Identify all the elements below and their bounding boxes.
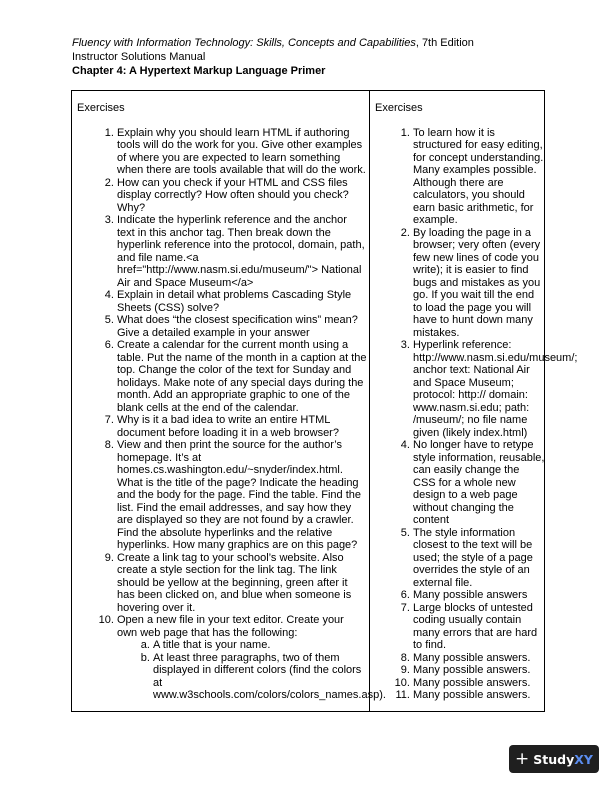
logo-study: Study [533, 751, 575, 767]
sub-item: b. At least three paragraphs, two of them displayed in different colors (find the colors at www.w3schools.com/colors/colors_names.asp). [153, 652, 367, 702]
answer-item: 7. Large blocks of untested coding usually contain many errors that are hard to find. [413, 602, 545, 652]
answer-item: 1. To learn how it is structured for easy editing, for concept understanding. Many examples possible. Although there are calculators, you should earn basic arithmetic, for example. [413, 127, 545, 227]
answer-item: 4. No longer have to retype style information, reusable, can easily change the CSS for a whole new design to a web page without changing the content [413, 439, 545, 527]
studyxy-logo[interactable] [509, 745, 599, 773]
answer-item: 9. Many possible answers. [413, 664, 545, 677]
questions-list [77, 126, 386, 702]
question-item [117, 614, 386, 702]
answers-heading: Exercises [375, 102, 423, 114]
question-item: 4. Explain in detail what problems Cascading Style Sheets (CSS) solve? [117, 289, 367, 314]
answer-item: 3. Hyperlink reference: http://www.nasm.si.edu/museum/; anchor text: National Air and Space Museum; protocol: http:// domain: www.nasm.si.edu; path: /museum/; no file name given (likely index.html) [413, 339, 545, 439]
logo-xy: XY [574, 751, 593, 767]
sub-list [117, 639, 386, 702]
answer-item: 5. The style information closest to the text will be used; the style of a page overrides the style of an external file. [413, 527, 545, 590]
sub-item: a. A title that is your name. [153, 639, 367, 652]
question-item: 9. Create a link tag to your school’s website. Also create a style section for the link tag. The link should be yellow at the beginning, green after it has been clicked on, and blue when someone is hovering over it. [117, 552, 367, 615]
answer-item: 8. Many possible answers. [413, 652, 545, 665]
book-title: Fluency with Information Technology: Skills, Concepts and Capabilities [72, 37, 416, 49]
plus-icon: + [515, 749, 530, 769]
questions-heading: Exercises [77, 102, 125, 114]
question-item: 8. View and then print the source for the author’s homepage. It’s at homes.cs.washington.edu/~snyder/index.html. What is the title of the page? Indicate the heading and the body for the page. Find the table. Find the list. Find the email addresses, and say how they are displayed so they are not found by a crawler. Find the absolute hyperlinks and the relative hyperlinks. How many graphics are on this page? [117, 439, 367, 552]
manual-title: Instructor Solutions Manual [72, 51, 206, 63]
question-item: 5. What does “the closest specification wins” mean? Give a detailed example in your answer [117, 314, 367, 339]
book-line [72, 36, 474, 50]
question-item: 1. Explain why you should learn HTML if authoring tools will do the work for you. Give other examples of where you are expected to learn something when there are tools available that will do the work. [117, 127, 367, 177]
exercises-table [71, 90, 578, 712]
chapter-title: Chapter 4: A Hypertext Markup Language Primer [72, 65, 326, 77]
edition: , 7th Edition [415, 37, 474, 49]
questions-column [77, 91, 386, 702]
answer-item: 11. Many possible answers. [413, 689, 545, 702]
question-item: 2. How can you check if your HTML and CSS files display correctly? How often should you check? Why? [117, 177, 367, 215]
question-item: 7. Why is it a bad idea to write an entire HTML document before loading it in a web browser? [117, 414, 367, 439]
answer-item: 2. By loading the page in a browser; very often (every few new lines of code you write); it is easier to find bugs and mistakes as you go. If you wait till the end to load the page you will have to hunt down many mistakes. [413, 227, 545, 340]
question-text: Open a new file in your text editor. Create your own web page that has the following: [117, 614, 344, 639]
column-divider [369, 91, 370, 711]
answers-list [375, 126, 578, 702]
answer-item: 6. Many possible answers [413, 589, 545, 602]
question-item: 6. Create a calendar for the current month using a table. Put the name of the month in a caption at the top. Change the color of the text for Sunday and holidays. Make note of any special days during the month. Add an appropriate graphic to one of the blank cells at the end of the calendar. [117, 339, 367, 414]
page-header [72, 36, 474, 78]
question-item: 3. Indicate the hyperlink reference and the anchor text in this anchor tag. Then break down the hyperlink reference into the protocol, domain, path, and file name.<a href="http://www.nasm.si.edu/museum/"> National Air and Space Museum</a> [117, 214, 367, 289]
answers-column [375, 91, 578, 702]
answer-item: 10. Many possible answers. [413, 677, 545, 690]
